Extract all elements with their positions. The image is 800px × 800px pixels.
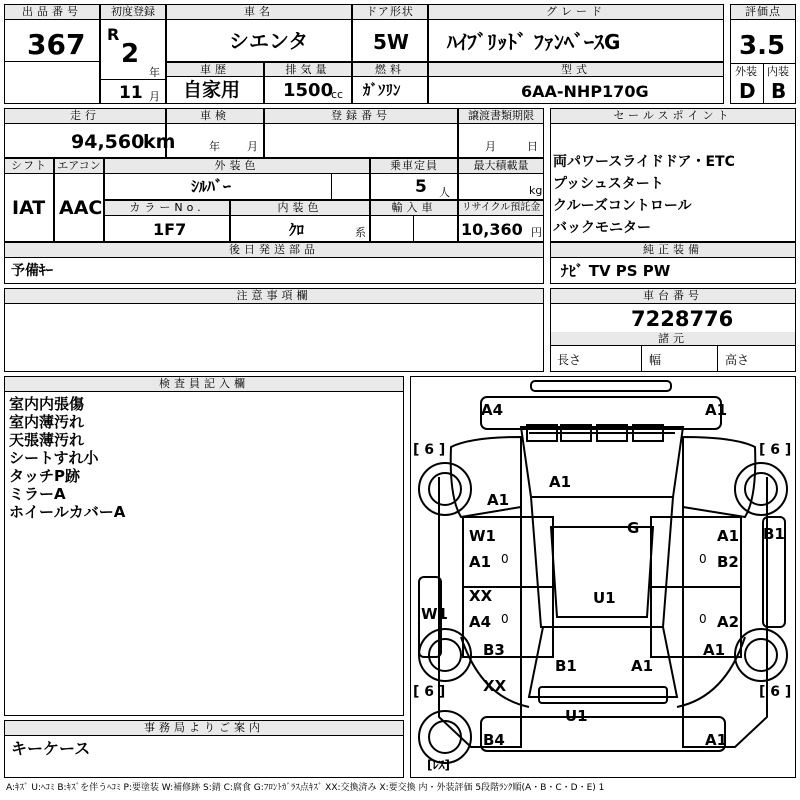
door-type: 5W — [373, 30, 409, 54]
spec-height: 高さ — [725, 353, 750, 367]
color-no: 1F7 — [153, 220, 187, 239]
fuel-header: 燃料 — [353, 63, 427, 77]
mileage: 94,560 — [71, 131, 145, 153]
model-code: 6AA-NHP170G — [521, 82, 649, 101]
damage-w1-left-side: W1 — [421, 605, 448, 623]
displacement-header: 排気量 — [265, 63, 351, 77]
color-no-header: カラーNo. — [105, 201, 229, 216]
damage-g-roof: G — [627, 519, 640, 537]
sales-points-header: セールスポイント — [551, 109, 795, 124]
specs-header: 諸元 — [551, 332, 795, 346]
damage-a1-rear-right: A1 — [705, 731, 728, 749]
genuine-equipment-header: 純正装備 — [551, 243, 795, 258]
score: 3.5 — [739, 31, 786, 61]
max-load-cell — [458, 158, 544, 200]
int-color-unit: 系 — [355, 226, 366, 239]
score-cell — [730, 4, 796, 104]
damage-w1-left-front: W1 — [469, 527, 496, 545]
chassis-number: 7228776 — [631, 307, 734, 331]
lot-number-header: 出品番号 — [5, 5, 99, 20]
grade-cell — [428, 4, 724, 62]
chassis-cell — [550, 288, 796, 372]
month-unit: 月 — [149, 90, 160, 103]
notes-cell — [4, 288, 544, 372]
inspection-month: 月 — [247, 140, 258, 153]
capacity-header: 乗車定員 — [371, 159, 457, 174]
damage-a1-windshield: A1 — [549, 473, 572, 491]
sales-point: クルーズコントロール — [553, 198, 692, 214]
era: R — [107, 25, 120, 44]
tire-rr-label: [ 6 ] — [759, 684, 792, 700]
damage-a1-left-front: A1 — [469, 553, 492, 571]
damage-b2-right-front: B2 — [717, 553, 739, 571]
genuine-equipment: ﾅﾋﾞ TV PS PW — [561, 262, 671, 280]
inspector-note: タッチP跡 — [9, 467, 80, 485]
damage-a2-right-rear-door: A2 — [717, 613, 740, 631]
first-registration-cell — [100, 4, 166, 104]
inspector-note: シートすれ小 — [9, 449, 99, 467]
spec-length: 長さ — [557, 353, 582, 367]
notes-header: 注意事項欄 — [5, 289, 543, 304]
office-notice: キーケース — [11, 739, 91, 758]
recycle-cell — [458, 200, 544, 242]
ext-color: ｼﾙﾊﾞｰ — [191, 177, 232, 196]
sales-point: バックモニター — [553, 220, 651, 236]
ext-color-cell — [104, 158, 370, 200]
shift-cell — [4, 158, 54, 242]
max-load-unit: kg — [529, 184, 543, 197]
damage-a1-right-rear: A1 — [703, 641, 726, 659]
spec-width: 幅 — [649, 353, 662, 367]
damage-zero-a: 0 — [501, 552, 509, 566]
registration-year: 2 — [121, 39, 140, 69]
first-registration-header: 初度登録 — [101, 5, 165, 20]
damage-a1-rear-glass: A1 — [631, 657, 654, 675]
int-color-header: 内装色 — [231, 201, 369, 216]
sales-points-cell — [550, 108, 796, 242]
transfer-day: 日 — [527, 140, 538, 153]
office-header: 事務局よりご案内 — [5, 721, 403, 736]
damage-zero-b: 0 — [699, 552, 707, 566]
spare-tire-label: [ﾚｽ] — [427, 758, 450, 772]
inspection-cell — [166, 108, 264, 158]
history: 自家用 — [183, 79, 241, 101]
mileage-header: 走行 — [5, 109, 165, 124]
inspector-note: ミラーA — [9, 485, 66, 503]
import-cell — [370, 200, 458, 242]
damage-zero-c: 0 — [501, 612, 509, 626]
damage-a1-right-front: A1 — [717, 527, 740, 545]
sales-points-list — [553, 151, 735, 239]
later-parts-header: 後日発送部品 — [5, 243, 543, 258]
mileage-unit: km — [143, 131, 176, 153]
displacement-cell — [264, 62, 352, 104]
door-header: ドア形状 — [353, 5, 427, 20]
recycle: 10,360 — [461, 220, 523, 239]
import-header: 輸入車 — [371, 201, 457, 216]
tire-fl-label: [ 6 ] — [413, 442, 446, 458]
score-header: 評価点 — [731, 5, 795, 20]
office-cell — [4, 720, 404, 778]
grade: ﾊｲﾌﾞﾘｯﾄﾞ ﾌｧﾝﾍﾞｰｽG — [447, 30, 621, 54]
lot-number: 367 — [27, 28, 86, 61]
damage-a1-front-right: A1 — [705, 401, 728, 419]
year-unit: 年 — [149, 66, 160, 79]
shift-header: シフト — [5, 159, 53, 174]
int-color-cell — [230, 200, 370, 242]
aircon-header: エアコン — [55, 159, 103, 174]
car-name: シエンタ — [229, 29, 309, 53]
capacity: 5 — [415, 177, 427, 197]
transfer-cell — [458, 108, 544, 158]
tire-rl-label: [ 6 ] — [413, 684, 446, 700]
damage-diagram — [410, 376, 796, 778]
max-load-header: 最大積載量 — [459, 159, 543, 174]
int-color: ｸﾛ — [289, 221, 305, 239]
genuine-equipment-cell — [550, 242, 796, 284]
inspector-header: 検査員記入欄 — [5, 377, 403, 392]
exterior-grade: D — [739, 79, 756, 103]
inspector-note: ホイールカバーA — [9, 503, 126, 521]
sales-point: プッシュスタート — [553, 176, 664, 192]
registration-header: 登録番号 — [265, 109, 457, 124]
legend: A:ｷｽﾞ U:ﾍｺﾐ B:ｷｽﾞを伴うﾍｺﾐ P:要塗装 W:補修跡 S:錆 C:腐食 G:ﾌﾛﾝﾄｶﾞﾗｽ点ｷｽﾞ XX:交換済み X:要交換 内・外装評価 5段階ﾗﾝｸ順(A・B・C・D・E) 1 — [6, 783, 605, 793]
transfer-header: 譲渡書類期限 — [459, 109, 543, 124]
registration-month: 11 — [119, 83, 143, 103]
later-parts-cell — [4, 242, 544, 284]
shift: IAT — [12, 197, 46, 219]
damage-b1-right-fender: B1 — [763, 525, 785, 543]
recycle-header: リサイクル預託金 — [459, 201, 543, 216]
interior-grade: B — [771, 79, 787, 103]
inspector-cell — [4, 376, 404, 716]
model-cell — [428, 62, 724, 104]
aircon-cell — [54, 158, 104, 242]
inspector-note: 室内内張傷 — [9, 395, 85, 413]
aircon: AAC — [59, 197, 103, 219]
registration-cell — [264, 108, 458, 158]
damage-xx-left-quarter: XX — [483, 677, 507, 695]
mileage-cell — [4, 108, 176, 158]
color-no-cell — [104, 200, 230, 242]
damage-b3-left-rear: B3 — [483, 641, 505, 659]
damage-a4-left-rear-door: A4 — [469, 613, 492, 631]
chassis-header: 車台番号 — [551, 289, 795, 304]
inspection-header: 車検 — [167, 109, 263, 124]
history-header: 車歴 — [167, 63, 263, 77]
model-header: 型式 — [429, 63, 723, 77]
damage-u1-center: U1 — [593, 589, 616, 607]
capacity-unit: 人 — [439, 186, 450, 199]
transfer-month: 月 — [485, 140, 496, 153]
displacement-unit: cc — [331, 88, 344, 101]
ext-color-header: 外装色 — [105, 159, 369, 174]
door-cell — [352, 4, 428, 62]
recycle-unit: 円 — [531, 226, 542, 239]
displacement: 1500 — [283, 80, 334, 101]
history-cell — [166, 62, 264, 104]
inspection-year: 年 — [209, 140, 220, 153]
damage-b4-rear-left: B4 — [483, 731, 505, 749]
grade-header: グレード — [429, 5, 723, 20]
lot-number-cell — [4, 4, 100, 104]
exterior-header: 外装 — [735, 65, 757, 78]
damage-xx-left-rear-door: XX — [469, 587, 493, 605]
fuel: ｶﾞｿﾘﾝ — [363, 81, 401, 99]
damage-zero-d: 0 — [699, 612, 707, 626]
damage-a1-hood-left: A1 — [487, 491, 510, 509]
capacity-cell — [370, 158, 458, 200]
car-name-cell — [166, 4, 352, 62]
inspector-note: 室内薄汚れ — [9, 413, 85, 431]
fuel-cell — [352, 62, 428, 104]
car-name-header: 車名 — [167, 5, 351, 20]
damage-u1-rear: U1 — [565, 707, 588, 725]
inspector-notes — [9, 395, 125, 521]
tire-fr-label: [ 6 ] — [759, 442, 792, 458]
car-outline-diagram — [411, 377, 795, 777]
sales-point: 両パワースライドドア・ETC — [553, 154, 735, 170]
interior-header: 内装 — [767, 65, 789, 78]
damage-a4-front-left: A4 — [481, 401, 504, 419]
later-parts: 予備ｷｰ — [11, 263, 53, 279]
damage-b1-rear-glass: B1 — [555, 657, 577, 675]
inspector-note: 天張薄汚れ — [9, 431, 85, 449]
